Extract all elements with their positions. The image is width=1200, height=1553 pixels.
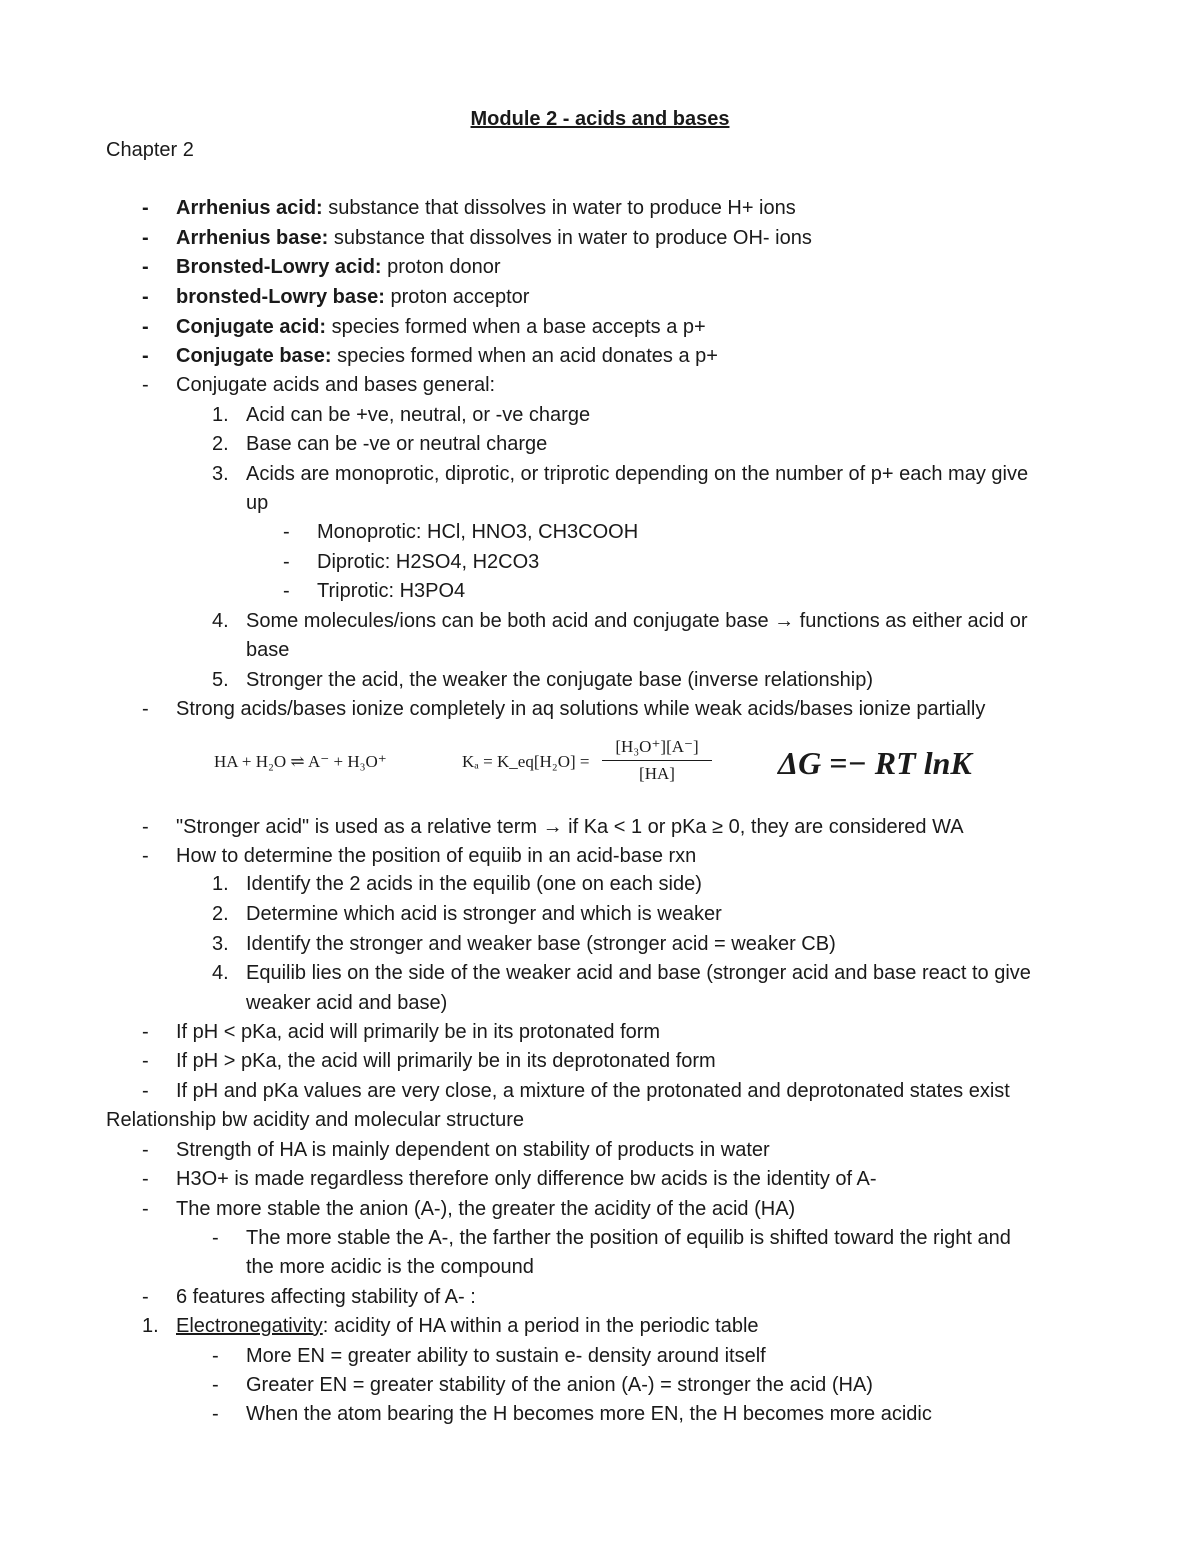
bullet-dash: -	[283, 551, 290, 573]
gibbs-equation: ΔG =− RT lnK	[778, 745, 972, 781]
list-item: Stronger the acid, the weaker the conjugate base (inverse relationship)	[246, 669, 874, 691]
electronegativity-text: : acidity of HA within a period in the periodic table	[322, 1315, 759, 1337]
bullet-dash: -	[142, 698, 149, 720]
relationship-item: Strength of HA is mainly dependent on stability of products in water	[176, 1139, 770, 1161]
list-item: Some molecules/ions can be both acid and conjugate base → functions as either acid or	[246, 610, 1028, 632]
definition-item	[176, 345, 718, 368]
en-item: More EN = greater ability to sustain e- density around itself	[246, 1345, 766, 1367]
list-number: 2.	[212, 433, 229, 455]
fraction-numerator: [H₃O⁺][A⁻]	[602, 737, 712, 761]
bullet-dash: -	[212, 1227, 219, 1249]
bullet-dash: -	[142, 1198, 149, 1220]
list-item: Determine which acid is stronger and which is weaker	[246, 903, 722, 925]
definition-term: Bronsted-Lowry acid:	[176, 256, 382, 278]
ph-item: If pH > pKa, the acid will primarily be in its deprotonated form	[176, 1050, 716, 1072]
definition-term: Arrhenius acid:	[176, 197, 323, 219]
relationship-item: The more stable the anion (A-), the greater the acidity of the acid (HA)	[176, 1198, 796, 1220]
definition-item	[176, 197, 796, 220]
bullet-dash: -	[142, 816, 149, 838]
relationship-heading: Relationship bw acidity and molecular structure	[106, 1109, 524, 1131]
page-title: Module 2 - acids and bases	[470, 108, 730, 130]
list-number: 5.	[212, 669, 229, 691]
list-item: Base can be -ve or neutral charge	[246, 433, 548, 455]
bullet-dash: -	[142, 1050, 149, 1072]
definition-item	[176, 227, 812, 250]
definition-text: species formed when a base accepts a p+	[326, 316, 706, 338]
en-item: When the atom bearing the H becomes more EN, the H becomes more acidic	[246, 1403, 932, 1425]
list-number: 1.	[212, 873, 229, 895]
bullet-dash: -	[142, 197, 149, 219]
list-number: 2.	[212, 903, 229, 925]
ph-item: If pH < pKa, acid will primarily be in its protonated form	[176, 1021, 661, 1043]
list-item: Identify the stronger and weaker base (stronger acid = weaker CB)	[246, 933, 836, 955]
bullet-dash: -	[142, 256, 149, 278]
ph-item: If pH and pKa values are very close, a mixture of the protonated and deprotonated states exist	[176, 1080, 1010, 1102]
definition-item	[176, 286, 529, 309]
bullet-dash: -	[142, 845, 149, 867]
list-item: Identify the 2 acids in the equilib (one on each side)	[246, 873, 702, 895]
bullet-dash: -	[283, 580, 290, 602]
definition-text: species formed when an acid donates a p+	[331, 345, 718, 367]
equations-figure	[210, 735, 1030, 795]
list-number: 1.	[212, 404, 229, 426]
bullet-dash: -	[142, 286, 149, 308]
list-item-continuation: weaker acid and base)	[246, 992, 448, 1014]
fraction-denominator: [HA]	[639, 764, 675, 783]
definition-text: substance that dissolves in water to produce OH- ions	[328, 227, 812, 249]
stable-sub-continuation: the more acidic is the compound	[246, 1256, 534, 1278]
definition-term: Conjugate base:	[176, 345, 332, 367]
ka-fraction	[602, 737, 712, 784]
features-item: 6 features affecting stability of A- :	[176, 1286, 476, 1308]
protic-item: Diprotic: H2SO4, H2CO3	[317, 551, 540, 573]
bullet-dash: -	[142, 316, 149, 338]
bullet-dash: -	[283, 521, 290, 543]
definition-text: proton acceptor	[384, 286, 530, 308]
definition-text: substance that dissolves in water to produce H+ ions	[322, 197, 796, 219]
definition-term: bronsted-Lowry base:	[176, 286, 385, 308]
bullet-dash: -	[212, 1374, 219, 1396]
equilibrium-equation: HA + H₂O ⇌ A⁻ + H₃O⁺	[214, 752, 387, 771]
bullet-dash: -	[142, 227, 149, 249]
equilib-heading: How to determine the position of equiib in an acid-base rxn	[176, 845, 697, 867]
list-item: Acid can be +ve, neutral, or -ve charge	[246, 404, 591, 426]
list-number: 3.	[212, 933, 229, 955]
bullet-dash: -	[212, 1403, 219, 1425]
bullet-dash: -	[142, 1021, 149, 1043]
definition-item	[176, 256, 501, 279]
list-number: 4.	[212, 610, 229, 632]
protic-item: Triprotic: H3PO4	[317, 580, 466, 602]
conj-general-heading: Conjugate acids and bases general:	[176, 374, 496, 396]
list-item: Equilib lies on the side of the weaker acid and base (stronger acid and base react to give	[246, 962, 1031, 984]
definition-text: proton donor	[381, 256, 501, 278]
list-item: Acids are monoprotic, diprotic, or triprotic depending on the number of p+ each may give	[246, 463, 1029, 485]
definition-term: Conjugate acid:	[176, 316, 327, 338]
strong-acids-item: Strong acids/bases ionize completely in aq solutions while weak acids/bases ionize partially	[176, 698, 986, 720]
list-item-continuation: base	[246, 639, 290, 661]
chapter-heading: Chapter 2	[106, 139, 194, 161]
bullet-dash: -	[142, 1080, 149, 1102]
electronegativity-item	[176, 1315, 759, 1338]
list-number: 1.	[142, 1315, 159, 1337]
ka-expression: Kₐ = K_eq[H₂O] =	[462, 752, 590, 771]
stronger-acid-item: "Stronger acid" is used as a relative term → if Ka < 1 or pKa ≥ 0, they are considered WA	[176, 816, 964, 838]
bullet-dash: -	[142, 1168, 149, 1190]
definition-item	[176, 316, 706, 339]
relationship-item: H3O+ is made regardless therefore only difference bw acids is the identity of A-	[176, 1168, 877, 1190]
bullet-dash: -	[142, 374, 149, 396]
list-number: 4.	[212, 962, 229, 984]
bullet-dash: -	[142, 1139, 149, 1161]
bullet-dash: -	[212, 1345, 219, 1367]
en-item: Greater EN = greater stability of the anion (A-) = stronger the acid (HA)	[246, 1374, 873, 1396]
electronegativity-term: Electronegativity	[176, 1315, 323, 1337]
protic-item: Monoprotic: HCl, HNO3, CH3COOH	[317, 521, 639, 543]
list-number: 3.	[212, 463, 229, 485]
bullet-dash: -	[142, 345, 149, 367]
stable-sub-item: The more stable the A-, the farther the position of equilib is shifted toward the right and	[246, 1227, 1011, 1249]
list-item-continuation: up	[246, 492, 269, 514]
bullet-dash: -	[142, 1286, 149, 1308]
definition-term: Arrhenius base:	[176, 227, 329, 249]
